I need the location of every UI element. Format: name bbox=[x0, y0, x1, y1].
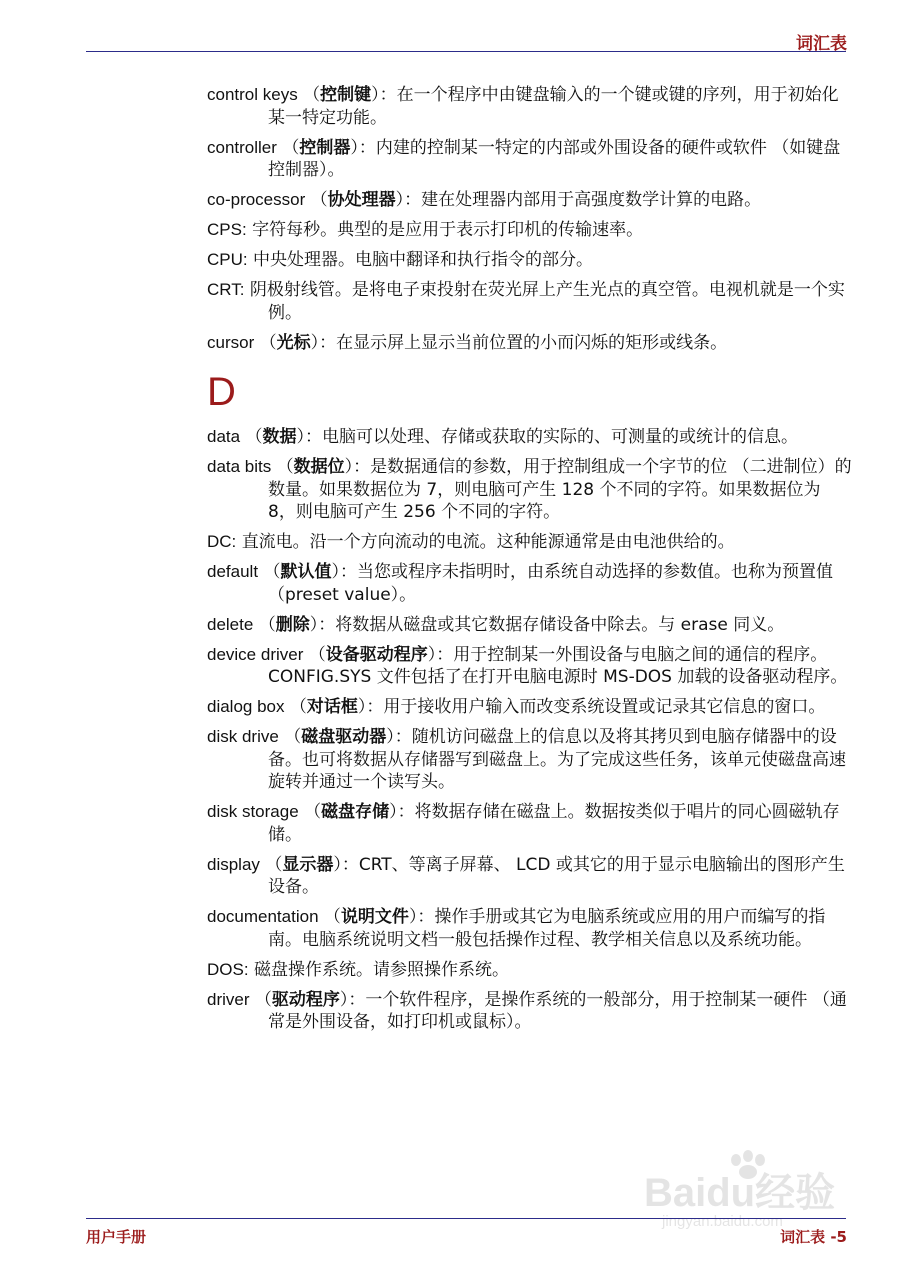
glossary-entry: cursor （光标）：在显示屏上显示当前位置的小而闪烁的矩形或线条。 bbox=[207, 332, 728, 353]
glossary-term: data bits bbox=[207, 457, 272, 476]
glossary-term: default bbox=[207, 562, 259, 581]
glossary-entry: default （默认值）：当您或程序未指明时，由系统自动选择的参数值。也称为预置值 （preset value）。 bbox=[207, 562, 833, 605]
glossary-term: cursor bbox=[207, 332, 255, 352]
header-divider bbox=[86, 51, 846, 52]
glossary-term: CRT: bbox=[207, 280, 245, 299]
glossary-term-chinese: 删除 bbox=[275, 614, 310, 635]
glossary-term-chinese: 磁盘存储 bbox=[321, 802, 390, 822]
glossary-term-chinese: 磁盘驱动器 bbox=[301, 727, 387, 747]
glossary-term: control keys bbox=[207, 85, 298, 104]
glossary-term-chinese: 驱动程序 bbox=[271, 989, 340, 1010]
glossary-term: disk drive bbox=[207, 727, 279, 746]
glossary-term: device driver bbox=[207, 644, 304, 664]
glossary-definition: 用于接收用户输入而改变系统设置或记录其它信息的窗口。 bbox=[383, 697, 826, 717]
glossary-term: driver bbox=[207, 989, 250, 1009]
glossary-definition: 字符每秒。典型的是应用于表示打印机的传输速率。 bbox=[252, 220, 644, 240]
glossary-definition: 当您或程序未指明时，由系统自动选择的参数值。也称为预置值 （preset value）。 bbox=[268, 562, 833, 605]
watermark-url: jingyan.baidu.com bbox=[662, 1213, 783, 1230]
glossary-definition: 在显示屏上显示当前位置的小而闪烁的矩形或线条。 bbox=[336, 332, 728, 353]
glossary-term: DOS: bbox=[207, 959, 249, 979]
glossary-term-chinese: 协处理器 bbox=[327, 190, 396, 210]
glossary-entry bbox=[207, 279, 852, 324]
glossary-entry: data bits （数据位）：是数据通信的参数，用于控制组成一个字节的位 （二进制位）的数量。如果数据位为 7，则电脑可产生 128 个不同的字符。如果数据位为 8，则电脑可产生 256 个不同的字符。 bbox=[207, 457, 852, 522]
glossary-term-chinese: 控制器 bbox=[299, 137, 351, 158]
glossary-term: controller bbox=[207, 137, 277, 157]
glossary-entry: disk drive （磁盘驱动器）：随机访问磁盘上的信息以及将其拷贝到电脑存储器中的设备。也可将数据从存储器写到磁盘上。为了完成这些任务，该单元使磁盘高速旋转并通过一个读写头。 bbox=[207, 727, 846, 792]
glossary-term: CPU: bbox=[207, 250, 248, 269]
glossary-definition: 将数据存储在磁盘上。数据按类似于唱片的同心圆磁轨存储。 bbox=[268, 802, 840, 845]
glossary-term: disk storage bbox=[207, 802, 299, 821]
glossary-term: display bbox=[207, 854, 260, 874]
glossary-definition: 阴极射线管。是将电子束投射在荧光屏上产生光点的真空管。电视机就是一个实例。 bbox=[249, 280, 845, 323]
glossary-term-chinese: 显示器 bbox=[282, 854, 334, 875]
glossary-term-chinese: 对话框 bbox=[306, 697, 358, 717]
glossary-entry: device driver （设备驱动程序）：用于控制某一外围设备与电脑之间的通信的程序。CONFIG.SYS 文件包括了在打开电脑电源时 MS-DOS 加载的设备驱动程序。 bbox=[207, 644, 848, 687]
glossary-definition: 将数据从磁盘或其它数据存储设备中除去。与 erase 同义。 bbox=[335, 614, 785, 635]
footer-manual-title: 用户手册 bbox=[86, 1228, 147, 1246]
glossary-term-chinese: 控制键 bbox=[320, 85, 372, 105]
glossary-entry: control keys （控制键）：在一个程序中由键盘输入的一个键或键的序列，用于初始化某一特定功能。 bbox=[207, 85, 839, 128]
glossary-entry: dialog box （对话框）：用于接收用户输入而改变系统设置或记录其它信息的窗口。 bbox=[207, 697, 826, 717]
glossary-entry: delete （删除）：将数据从磁盘或其它数据存储设备中除去。与 erase 同义。 bbox=[207, 614, 785, 635]
glossary-term-chinese: 数据 bbox=[262, 427, 297, 447]
glossary-definition: 用于控制某一外围设备与电脑之间的通信的程序。CONFIG.SYS 文件包括了在打开电脑电源时 MS-DOS 加载的设备驱动程序。 bbox=[268, 644, 848, 687]
glossary-definition: 建在处理器内部用于高强度数学计算的电路。 bbox=[421, 190, 762, 210]
glossary-definition: 是数据通信的参数，用于控制组成一个字节的位 （二进制位）的数量。如果数据位为 7，则电脑可产生 128 个不同的字符。如果数据位为 8，则电脑可产生 256 个不同的字符。 bbox=[268, 457, 852, 522]
glossary-term: DC: bbox=[207, 532, 237, 551]
glossary-definition: 电脑可以处理、存储或获取的实际的、可测量的或统计的信息。 bbox=[322, 427, 798, 447]
glossary-entry: display （显示器）：CRT、等离子屏幕、 LCD 或其它的用于显示电脑输出的图形产生设备。 bbox=[207, 854, 845, 897]
glossary-entry: controller （控制器）：内建的控制某一特定的内部或外围设备的硬件或软件 （如键盘控制器）。 bbox=[207, 137, 841, 180]
section-letter-d: D bbox=[207, 370, 236, 414]
glossary-definition: 随机访问磁盘上的信息以及将其拷贝到电脑存储器中的设备。也可将数据从存储器写到磁盘上。为了完成这些任务，该单元使磁盘高速旋转并通过一个读写头。 bbox=[268, 727, 846, 792]
glossary-list-d bbox=[207, 426, 852, 1034]
glossary-entry: disk storage （磁盘存储）：将数据存储在磁盘上。数据按类似于唱片的同心圆磁轨存储。 bbox=[207, 802, 840, 845]
glossary-term-chinese: 光标 bbox=[276, 332, 311, 353]
glossary-term: data bbox=[207, 427, 241, 446]
glossary-term: documentation bbox=[207, 907, 319, 926]
footer-divider bbox=[86, 1218, 846, 1219]
watermark-text: Baidu经验 bbox=[644, 1171, 836, 1215]
glossary-term: dialog box bbox=[207, 697, 285, 716]
glossary-body bbox=[207, 84, 852, 1041]
glossary-definition: 内建的控制某一特定的内部或外围设备的硬件或软件 （如键盘控制器）。 bbox=[268, 137, 841, 180]
glossary-entry bbox=[207, 249, 852, 272]
glossary-term-chinese: 说明文件 bbox=[340, 907, 409, 927]
glossary-term: CPS: bbox=[207, 220, 247, 239]
footer-page-label: 词汇表 -5 bbox=[780, 1228, 847, 1246]
glossary-entry: documentation （说明文件）：操作手册或其它为电脑系统或应用的用户而编写的指南。电脑系统说明文档一般包括操作过程、教学相关信息以及系统功能。 bbox=[207, 907, 826, 950]
glossary-term: co-processor bbox=[207, 190, 306, 209]
glossary-definition: CRT、等离子屏幕、 LCD 或其它的用于显示电脑输出的图形产生设备。 bbox=[268, 854, 845, 897]
glossary-list-c bbox=[207, 84, 852, 354]
glossary-definition: 直流电。沿一个方向流动的电流。这种能源通常是由电池供给的。 bbox=[241, 532, 735, 552]
glossary-definition: 磁盘操作系统。请参照操作系统。 bbox=[253, 959, 509, 980]
glossary-term: delete bbox=[207, 614, 254, 634]
glossary-entry bbox=[207, 531, 852, 554]
glossary-entry: driver （驱动程序）：一个软件程序，是操作系统的一般部分，用于控制某一硬件 （通常是外围设备，如打印机或鼠标）。 bbox=[207, 989, 847, 1032]
glossary-definition: 一个软件程序，是操作系统的一般部分，用于控制某一硬件 （通常是外围设备，如打印机或鼠标）。 bbox=[268, 989, 847, 1032]
glossary-entry: data （数据）：电脑可以处理、存储或获取的实际的、可测量的或统计的信息。 bbox=[207, 427, 798, 447]
glossary-term-chinese: 设备驱动程序 bbox=[325, 644, 428, 665]
glossary-definition: 中央处理器。电脑中翻译和执行指令的部分。 bbox=[253, 250, 594, 270]
glossary-entry bbox=[207, 959, 852, 982]
glossary-definition: 在一个程序中由键盘输入的一个键或键的序列，用于初始化某一特定功能。 bbox=[268, 85, 839, 128]
glossary-entry bbox=[207, 219, 852, 242]
running-header-title: 词汇表 bbox=[796, 34, 847, 54]
glossary-term-chinese: 默认值 bbox=[280, 562, 332, 582]
glossary-term-chinese: 数据位 bbox=[293, 457, 345, 477]
glossary-definition: 操作手册或其它为电脑系统或应用的用户而编写的指南。电脑系统说明文档一般包括操作过程、教学相关信息以及系统功能。 bbox=[268, 907, 826, 950]
glossary-entry: co-processor （协处理器）：建在处理器内部用于高强度数学计算的电路。 bbox=[207, 190, 762, 210]
